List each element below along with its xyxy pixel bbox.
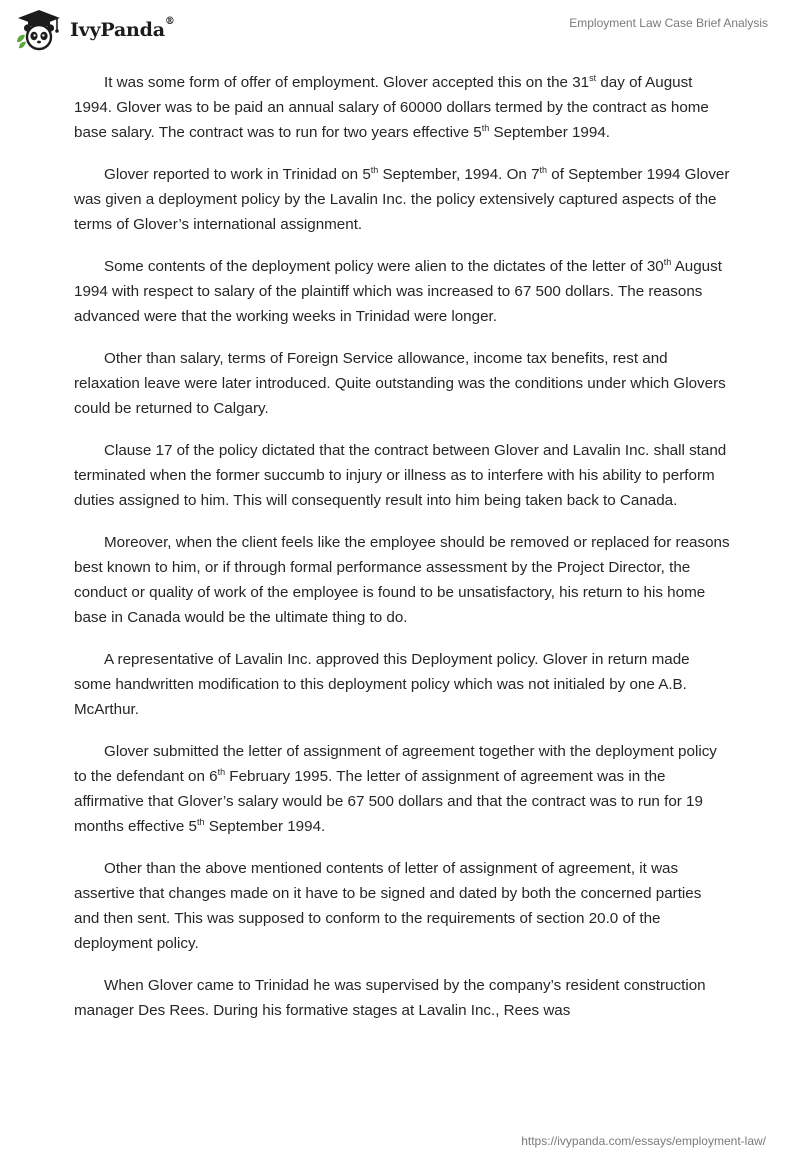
source-url[interactable]: https://ivypanda.com/essays/employment-law/ [521, 1134, 766, 1148]
text-run: Some contents of the deployment policy were alien to the dictates of the letter of 30 [104, 258, 664, 275]
body-paragraph [74, 254, 730, 329]
page-header [0, 0, 800, 60]
ordinal-suffix: th [370, 164, 379, 175]
text-run: Glover reported to work in Trinidad on 5 [104, 166, 371, 183]
body-paragraph [74, 162, 730, 237]
ordinal-suffix: st [589, 72, 597, 83]
body-paragraph [74, 856, 730, 956]
text-run: September, 1994. On 7 [378, 166, 540, 183]
text-run: September 1994. [489, 124, 610, 141]
text-run: Other than salary, terms of Foreign Service allowance, income tax benefits, rest and relaxation leave were later introduced. Quite outstanding was the conditions under which Glovers could be returned to Calgary. [74, 350, 726, 417]
body-paragraph [74, 438, 730, 513]
ordinal-suffix: th [217, 766, 226, 777]
body-paragraph [74, 530, 730, 630]
body-paragraph [74, 70, 730, 145]
ordinal-suffix: th [663, 256, 672, 267]
ordinal-suffix: th [196, 816, 205, 827]
text-run: It was some form of offer of employment. Glover accepted this on the 31 [104, 74, 590, 91]
ivypanda-logo[interactable] [14, 8, 175, 52]
panda-graduate-icon [14, 8, 64, 52]
text-run: Glover submitted the letter of assignment of agreement together with the deployment policy to the defendant on 6 [74, 743, 717, 785]
text-run: August 1994 with respect to salary of the plaintiff which was increased to 67 500 dollars. The reasons advanced were that the working weeks in Trinidad were longer. [74, 258, 722, 325]
text-run: Other than the above mentioned contents of letter of assignment of agreement, it was assertive that changes made on it have to be signed and dated by both the concerned parties and then sent. This was supposed to conform to the requirements of section 20.0 of the deployment policy. [74, 860, 702, 952]
ordinal-suffix: th [539, 164, 548, 175]
ordinal-suffix: th [481, 122, 490, 133]
text-run: February 1995. The letter of assignment of agreement was in the affirmative that Glover’s salary would be 67 500 dollars and that the contract was to run for 19 months effective 5 [74, 768, 703, 835]
body-paragraph [74, 973, 730, 1023]
text-run: When Glover came to Trinidad he was supervised by the company’s resident construction manager Des Rees. During his formative stages at Lavalin Inc., Rees was [74, 977, 706, 1019]
essay-body [74, 70, 730, 1040]
text-run: Clause 17 of the policy dictated that the contract between Glover and Lavalin Inc. shall stand terminated when the former succumb to injury or illness as to interfere with his ability to perform duties assigned to him. This will consequently result into him being taken back to Canada. [74, 442, 727, 509]
text-run: September 1994. [204, 818, 326, 835]
text-run: day of August 1994. Glover was to be paid an annual salary of 60000 dollars termed by the contract as home base salary. The contract was to run for two years effective 5 [74, 74, 709, 141]
text-run: of September 1994 Glover was given a deployment policy by the Lavalin Inc. the policy extensively captured aspects of the terms of Glover’s international assignment. [74, 166, 730, 233]
body-paragraph [74, 647, 730, 722]
document-title: Employment Law Case Brief Analysis [569, 16, 768, 30]
body-paragraph [74, 739, 730, 839]
registered-mark: ® [164, 16, 175, 27]
text-run: Moreover, when the client feels like the employee should be removed or replaced for reasons best known to him, or if through formal performance assessment by the Project Director, the conduct or quality of work of the employee is found to be unsatisfactory, his return to his home base in Canada would be the ultimate thing to do. [74, 534, 730, 626]
text-run: A representative of Lavalin Inc. approved this Deployment policy. Glover in return made some handwritten modification to this deployment policy which was not initialed by one A.B. McArthur. [74, 651, 690, 718]
logo-text: IvyPanda® [70, 16, 175, 41]
body-paragraph [74, 346, 730, 421]
